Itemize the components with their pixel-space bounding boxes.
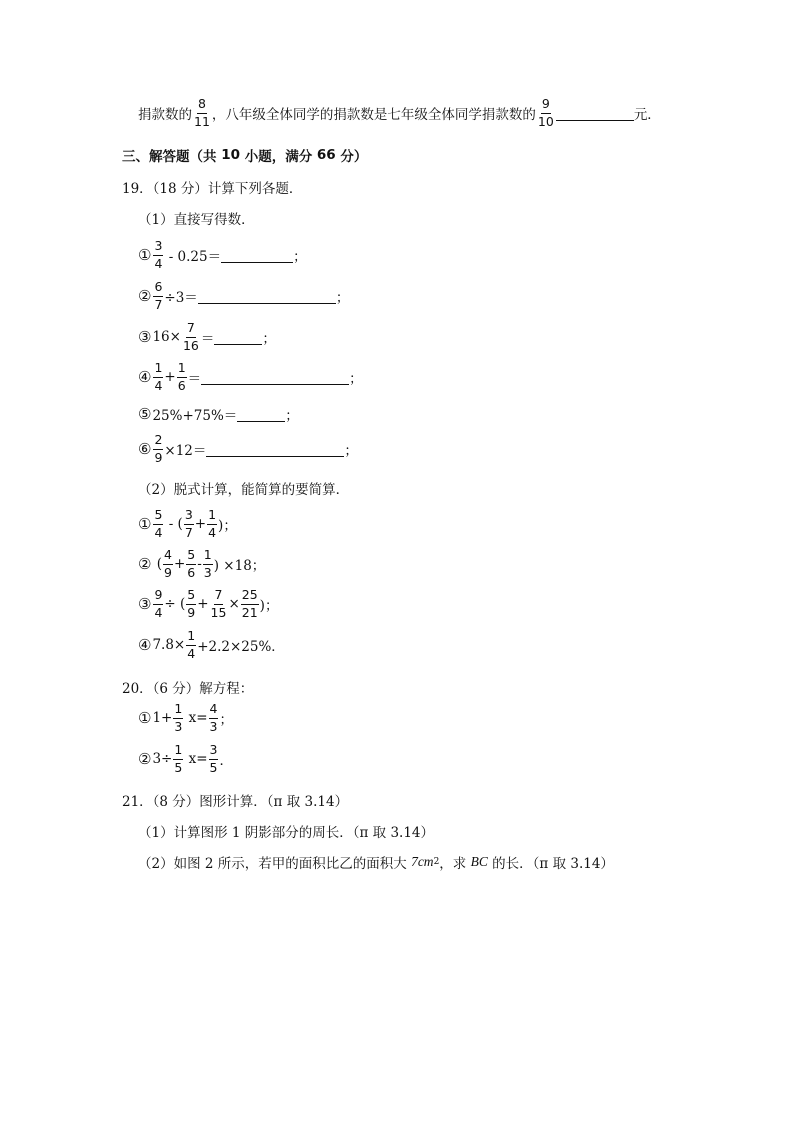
answer-blank[interactable] <box>214 330 262 345</box>
fraction: $\frac{1}{5}$ <box>174 742 183 775</box>
fraction: $\frac{1}{4}$ <box>187 628 196 661</box>
answer-blank[interactable] <box>206 442 344 457</box>
answer-blank[interactable] <box>237 407 285 422</box>
q19-p2-item-3: ③ $\frac{9}{4}$ ÷ ( $\frac{5}{9}$ + $\frac{7}{15}$ × $\frac{25}{21}$ )； <box>138 587 279 620</box>
fraction: $\frac{3}{4}$ <box>154 238 163 271</box>
q19-p1-item-4: ④ $\frac{1}{4}$ + $\frac{1}{6}$ ＝ ； <box>138 360 363 393</box>
q19-p1-item-3: ③ 16× $\frac{7}{16}$ ＝ ； <box>138 320 276 353</box>
q19-p1-item-6: ⑥ $\frac{2}{9}$ ×12＝ ； <box>138 432 358 465</box>
fraction: $\frac{4}{3}$ <box>209 701 218 734</box>
fraction: $\frac{6}{7}$ <box>154 279 163 312</box>
q19-label: 19．（18 分）计算下列各题． <box>122 181 303 197</box>
fraction: $\frac{9}{4}$ <box>154 587 163 620</box>
answer-blank[interactable] <box>221 248 293 263</box>
q19-p1-item-1: ① $\frac{3}{4}$ - 0.25＝ ； <box>138 238 307 271</box>
fraction: $\frac{4}{9}$ <box>164 547 172 580</box>
answer-blank[interactable] <box>198 289 336 304</box>
answer-blank[interactable] <box>556 106 634 121</box>
q18-text-3: 元． <box>633 107 661 123</box>
q19-part1: （1）直接写得数． <box>138 212 255 228</box>
q21-part1: （1）计算图形 1 阴影部分的周长．（π 取 3.14） <box>138 825 435 841</box>
answer-blank[interactable] <box>201 370 349 385</box>
fraction: $\frac{1}{4}$ <box>208 507 217 540</box>
fraction: $\frac{1}{3}$ <box>174 701 183 734</box>
fraction: $\frac{8}{11}$ <box>194 96 210 129</box>
fraction: $\frac{3}{5}$ <box>209 742 218 775</box>
q19-p1-item-2: ② $\frac{6}{7}$ ÷3＝ ； <box>138 279 350 312</box>
q18-text-2: ，八年级全体同学的捐款数是七年级全体同学捐款数的 <box>211 107 536 123</box>
fraction: $\frac{7}{16}$ <box>182 320 199 353</box>
fraction: $\frac{5}{4}$ <box>154 507 163 540</box>
q19-part2: （2）脱式计算，能简算的要简算． <box>138 482 350 498</box>
fraction: $\frac{2}{9}$ <box>154 432 163 465</box>
q21-part2: （2）如图 2 所示，若甲的面积比乙的面积大 7 cm 2 ，求 BC 的长．（π 取 3.14） <box>138 854 614 872</box>
fraction: $\frac{1}{3}$ <box>203 547 212 580</box>
fraction: $\frac{1}{4}$ <box>154 360 163 393</box>
fraction: $\frac{25}{21}$ <box>241 587 258 620</box>
q19-p1-item-5: ⑤ 25%+75%＝ ； <box>138 405 299 424</box>
q18-text-1: 捐款数的 <box>138 107 192 123</box>
q19-p2-item-4: ④ 7.8× $\frac{1}{4}$ +2.2×25%． <box>138 628 285 661</box>
section-heading: 三、解答题（共 10 小题，满分 66 分） <box>122 147 368 165</box>
fraction: $\frac{1}{6}$ <box>177 360 186 393</box>
fraction: $\frac{5}{9}$ <box>187 587 196 620</box>
q19-p2-item-2: ② ( $\frac{4}{9}$ + $\frac{5}{6}$ - $\frac{1}{3}$ ) ×18； <box>138 547 266 580</box>
q18-tail-line <box>138 98 661 128</box>
q21-label: 21．（8 分）图形计算．（π 取 3.14） <box>122 794 349 810</box>
q20-item-1: ① 1+ $\frac{1}{3}$ x= $\frac{4}{3}$ ； <box>138 701 233 734</box>
fraction: $\frac{3}{7}$ <box>184 507 193 540</box>
fraction: $\frac{7}{15}$ <box>210 587 227 620</box>
q20-item-2: ② 3÷ $\frac{1}{5}$ x= $\frac{3}{5}$ ． <box>138 742 233 775</box>
fraction: $\frac{5}{6}$ <box>187 547 196 580</box>
q19-p2-item-1: ① $\frac{5}{4}$ - ( $\frac{3}{7}$ + $\frac{1}{4}$ )； <box>138 507 237 540</box>
q20-label: 20．（6 分）解方程： <box>122 681 254 697</box>
fraction: $\frac{9}{10}$ <box>537 96 554 129</box>
